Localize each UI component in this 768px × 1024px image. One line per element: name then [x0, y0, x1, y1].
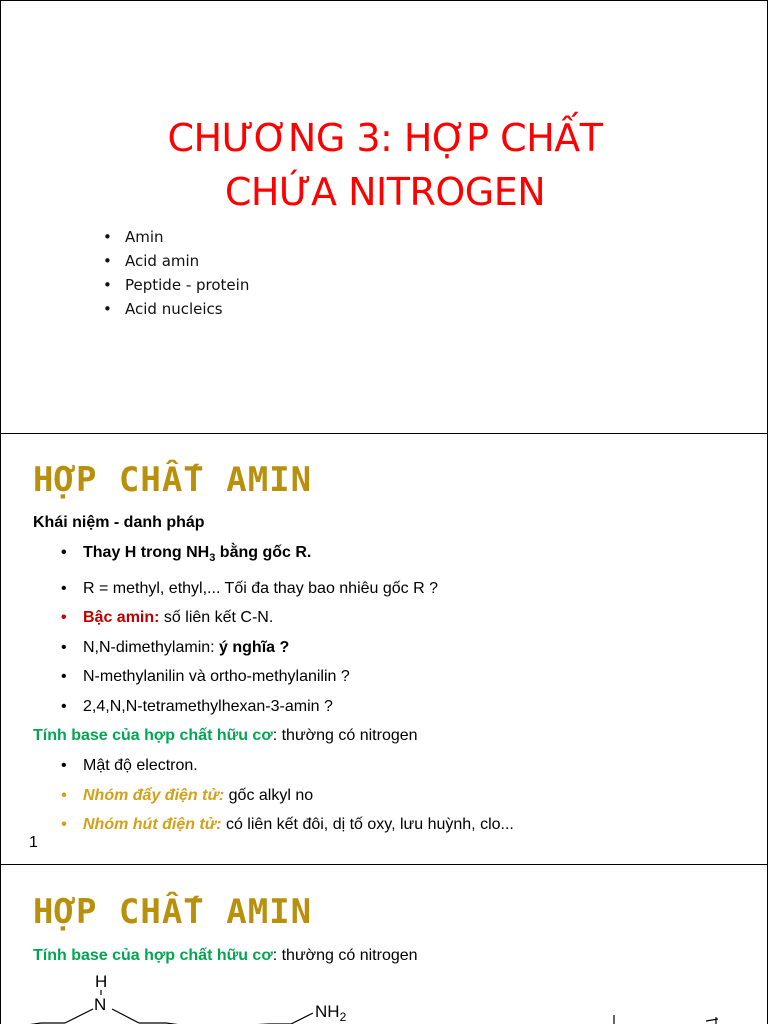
list-item: • 2,4,N,N-tetramethylhexan-3-amin ? [61, 697, 333, 715]
title-line-2: CHỨA NITROGEN [224, 170, 546, 214]
list-item: • N,N-dimethylamin: ý nghĩa ? [61, 638, 290, 656]
topic-item: • Amin [103, 225, 249, 249]
page-number: 1 [29, 834, 38, 851]
hydrogen-label: H [95, 973, 108, 991]
title-line-1: CHƯƠNG 3: HỢP CHẤT [167, 116, 603, 160]
list-item: • Nhóm đẩy điện tử: gốc alkyl no [61, 786, 314, 804]
list-item: • Nhóm hút điện tử: có liên kết đôi, dị tố oxy, lưu huỳnh, clo... [61, 816, 514, 834]
aniline-structure [241, 993, 371, 1024]
topic-item: • Acid amin [103, 249, 249, 273]
slide-3 [0, 864, 768, 1024]
list-item: • Bậc amin: số liên kết C-N. [61, 609, 274, 627]
nitrogen-label: N [94, 995, 107, 1014]
topic-list [103, 225, 249, 321]
list-item: • R = methyl, ethyl,... Tối đa thay bao nhiêu gốc R ? [61, 579, 439, 597]
slide-2-title: HỢP CHẤT AMIN [33, 460, 313, 500]
section-heading: Khái niệm - danh pháp [33, 514, 205, 531]
slide-2-content [33, 512, 753, 840]
slide-1 [0, 0, 768, 434]
slide-2 [0, 433, 768, 865]
topic-item: • Peptide - protein [103, 273, 249, 297]
base-section: Tính base của hợp chất hữu cơ: thường có nitrogen [33, 947, 418, 964]
topic-item: • Acid nucleics [103, 297, 249, 321]
base-section: Tính base của hợp chất hữu cơ: thường có nitrogen [33, 727, 418, 745]
amine-degree-label: Bậc amin: [83, 609, 160, 627]
list-item: • Thay H trong $NH_3$ bằng gốc R. [61, 544, 312, 565]
partial-structure [606, 1013, 726, 1024]
list-item: • N-methylanilin và ortho-methylanilin ? [61, 668, 350, 686]
base-list [33, 751, 753, 840]
list-item: • Mật độ electron. [61, 757, 198, 775]
slide-3-title: HỢP CHẤT AMIN [33, 892, 313, 932]
amino-label: $NH_2$ [315, 1002, 347, 1024]
diphenylamine-structure [21, 973, 201, 1024]
definition-list [33, 538, 753, 721]
slide-1-title [1, 111, 768, 219]
